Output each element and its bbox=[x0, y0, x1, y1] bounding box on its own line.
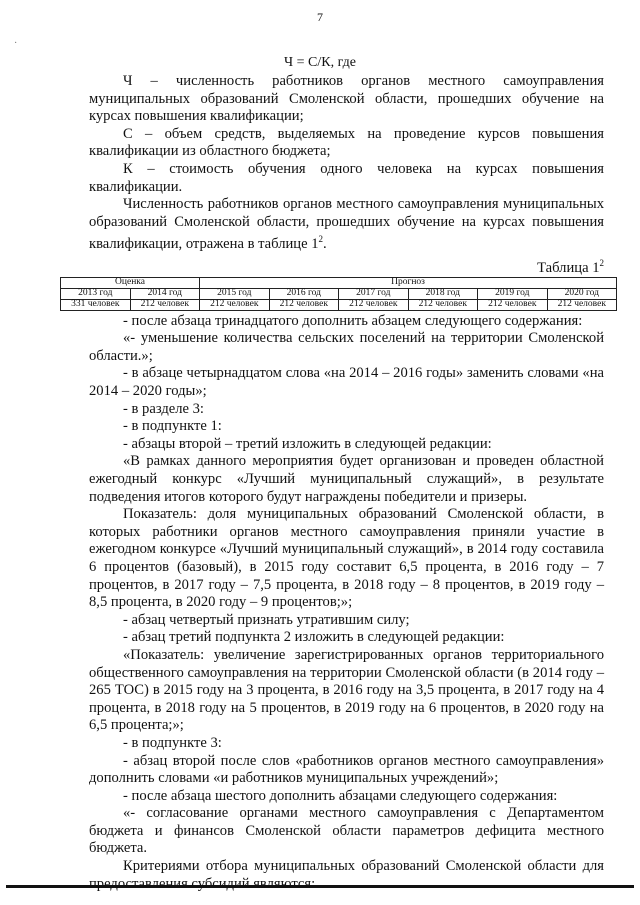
paragraph: - абзац четвертый признать утратившим силу; bbox=[123, 611, 410, 628]
value-cell: 212 человек bbox=[478, 299, 548, 310]
paragraph: Показатель: доля муниципальных образований Смоленской области, в которых работники органов местного самоуправления приняли участие в ежегодном конкурсе «Лучший муниципальный служащий», в 2014 году составила 6 процентов (базовый), в 2015 году составит 6,5 процента, в 2016 году – 7 процентов, в 2017 году – 7,5 процента, в 2018 году – 8 процентов, в 2019 году – 8,5 процента, в 2020 году – 9 процентов;»; bbox=[89, 506, 604, 611]
value-cell: 212 человек bbox=[408, 299, 478, 310]
table-caption-text: Таблица 1 bbox=[537, 259, 600, 276]
paragraph: - абзац второй после слов «работников органов местного самоуправления» дополнить словами «и работников муниципальных учреждений»; bbox=[89, 752, 604, 787]
paragraph: Критериями отбора муниципальных образований Смоленской области для предоставления субсидий являются: bbox=[89, 858, 604, 892]
paragraph: - в подпункте 3: bbox=[123, 734, 222, 751]
paragraph: - в разделе 3: bbox=[123, 400, 204, 417]
table-years-row bbox=[61, 288, 617, 299]
year-cell: 2014 год bbox=[130, 288, 200, 299]
paragraph: - после абзаца тринадцатого дополнить абзацем следующего содержания: bbox=[123, 312, 583, 329]
table-intro-tail: . bbox=[323, 236, 327, 253]
paragraph: «В рамках данного мероприятия будет организован и проведен областной ежегодный конкурс «Лучший муниципальный служащий», в результате подведения итогов которого будут награждены победители и призеры. bbox=[89, 453, 604, 505]
value-cell: 212 человек bbox=[547, 299, 617, 310]
scan-mark: · bbox=[14, 38, 18, 49]
year-cell: 2018 год bbox=[408, 288, 478, 299]
value-cell: 331 человек bbox=[61, 299, 131, 310]
paragraph: - абзац третий подпункта 2 изложить в следующей редакции: bbox=[123, 629, 505, 646]
year-cell: 2020 год bbox=[547, 288, 617, 299]
paragraph: - в абзаце четырнадцатом слова «на 2014 – 2016 годы» заменить словами «на 2014 – 2020 годы»; bbox=[89, 365, 604, 400]
bottom-divider bbox=[6, 885, 634, 888]
page-number: 7 bbox=[317, 10, 323, 24]
paragraph: «- уменьшение количества сельских поселений на территории Смоленской области.»; bbox=[89, 330, 604, 364]
paragraph: - абзацы второй – третий изложить в следующей редакции: bbox=[123, 435, 492, 452]
paragraph: «- согласование органами местного самоуправления с Департаментом бюджета и финансов Смоленской области параметров дефицита местного бюджета. bbox=[89, 805, 604, 857]
year-cell: 2016 год bbox=[269, 288, 339, 299]
table-intro-sup: 2 bbox=[318, 234, 324, 245]
definition-s: С – объем средств, выделяемых на проведение курсов повышения квалификации из областного бюджета; bbox=[89, 125, 604, 160]
year-cell: 2013 год bbox=[61, 288, 131, 299]
definition-k: К – стоимость обучения одного человека на курсах повышения квалификации. bbox=[89, 160, 604, 195]
value-cell: 212 человек bbox=[200, 299, 270, 310]
value-cell: 212 человек bbox=[130, 299, 200, 310]
definition-ch: Ч – численность работников органов местного самоуправления муниципальных образований Смоленской области, прошедших обучение на курсах повышения квалификации; bbox=[89, 73, 604, 125]
table-group-header-row bbox=[61, 277, 617, 288]
paragraph: - в подпункте 1: bbox=[123, 418, 222, 435]
value-cell: 212 человек bbox=[269, 299, 339, 310]
year-cell: 2017 год bbox=[339, 288, 409, 299]
formula: Ч = С/К, где bbox=[284, 55, 356, 70]
forecast-table bbox=[60, 277, 617, 311]
document-body bbox=[71, 73, 606, 893]
paragraph: «Показатель: увеличение зарегистрированных органов территориального общественного самоуправления на территории Смоленской области (в 2014 году – 265 ТОС) в 2015 году на 3 процента, в 2016 году на 3,5 процента, в 2017 году на 4 процента, в 2018 году на 5 процентов, в 2019 году на 6 процентов, в 2020 году на 6,5 процента;»; bbox=[89, 646, 604, 734]
value-cell: 212 человек bbox=[339, 299, 409, 310]
table-intro-text: Численность работников органов местного самоуправления муниципальных образований Смоленской области, прошедших обучение на курсах повышения квалификации, отражена в таблице 1 bbox=[89, 196, 604, 253]
year-cell: 2015 год bbox=[200, 288, 270, 299]
group-header-forecast: Прогноз bbox=[200, 277, 617, 288]
table-caption bbox=[89, 255, 604, 277]
paragraph: - после абзаца шестого дополнить абзацами следующего содержания: bbox=[123, 787, 558, 804]
table-intro-paragraph bbox=[89, 196, 604, 254]
year-cell: 2019 год bbox=[478, 288, 548, 299]
group-header-estimate: Оценка bbox=[61, 277, 200, 288]
table-caption-sup: 2 bbox=[599, 257, 604, 268]
table-values-row bbox=[61, 299, 617, 310]
